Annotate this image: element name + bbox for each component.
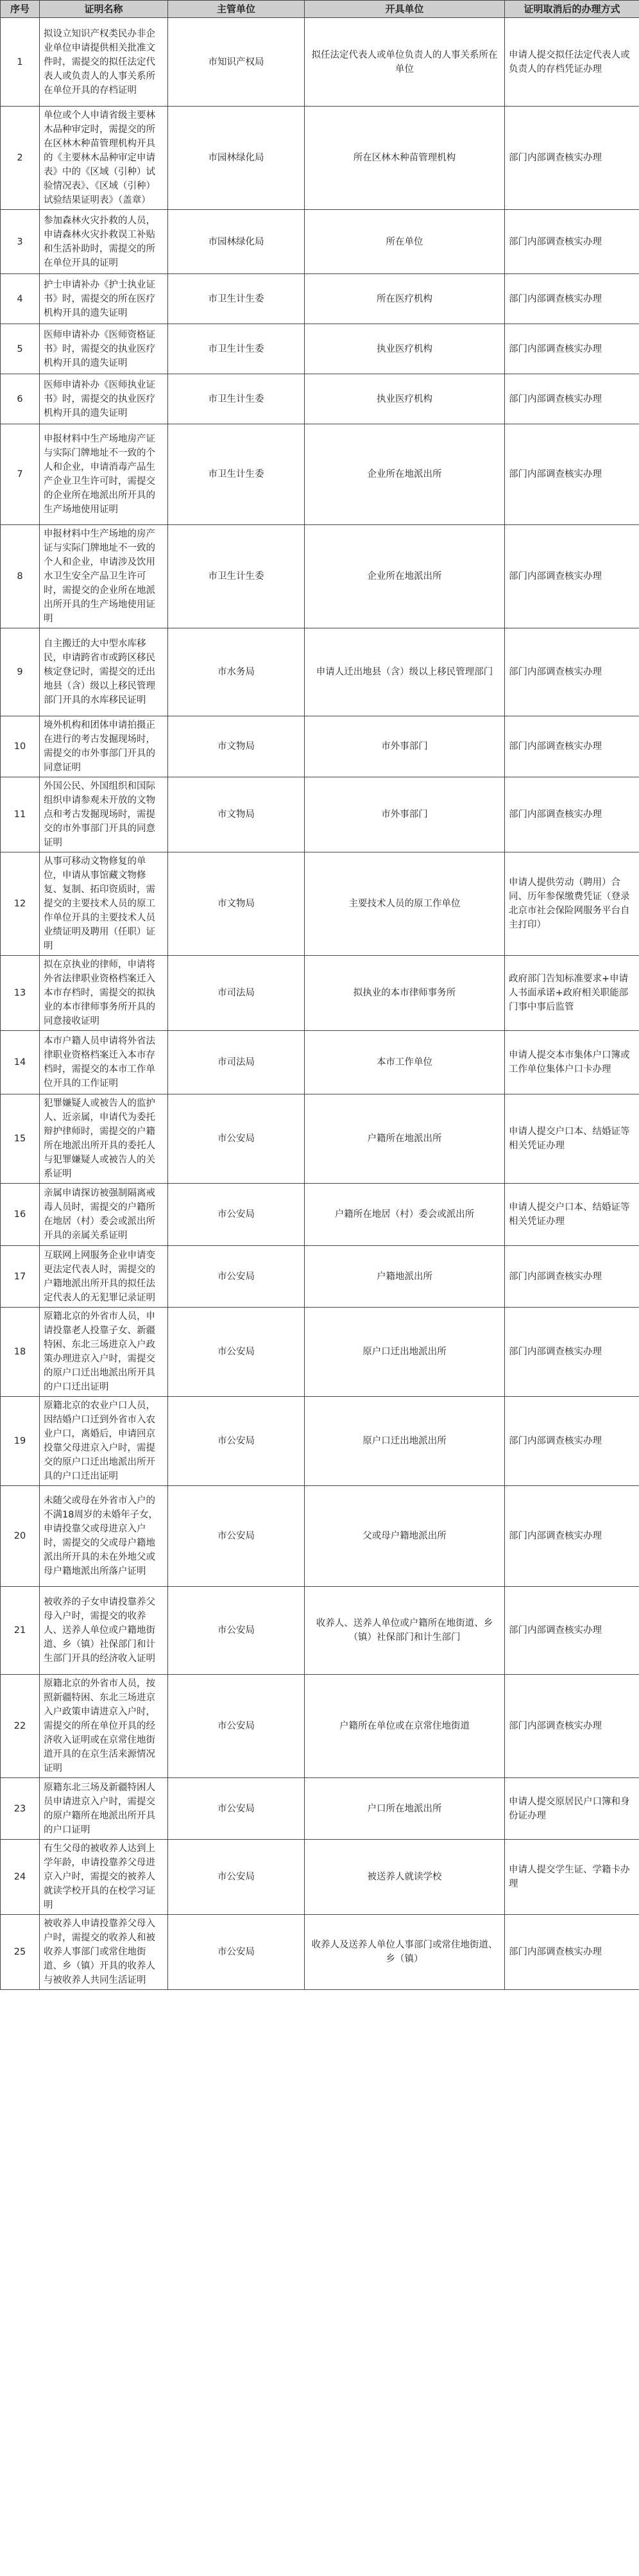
cell-dept: 市公安局 [168,1778,305,1840]
cell-dept: 市公安局 [168,1397,305,1486]
cell-name: 医师申请补办《医师执业证书》时，需提交的执业医疗机构开具的遗失证明 [40,374,168,424]
cell-name: 护士申请补办《护士执业证书》时，需提交的所在医疗机构开具的遗失证明 [40,274,168,324]
cell-name: 单位或个人申请省级主要林木品种审定时，需提交的所在区林木种苗管理机构开具的《主要林木品种审定申请表》中的《区域（引种）试验情况表》、《区域（引种）试验结果证明表》（盖章） [40,107,168,210]
cell-method: 申请人提供劳动（聘用）合同、历年参保缴费凭证（登录北京市社会保险网服务平台自主打印） [505,852,639,956]
cell-name: 原籍东北三场及新疆特困人员申请进京入户时，需提交的原户籍所在地派出所开具的户口证明 [40,1778,168,1840]
header-no: 序号 [1,1,40,18]
cell-unit: 企业所在地派出所 [305,424,505,525]
table-row [1,18,639,107]
cell-method: 申请人提交户口本、结婚证等相关凭证办理 [505,1184,639,1246]
cell-name: 医师申请补办《医师资格证书》时，需提交的执业医疗机构开具的遗失证明 [40,324,168,374]
cell-unit: 原户口迁出地派出所 [305,1308,505,1397]
cell-unit: 企业所在地派出所 [305,525,505,628]
table-row [1,525,639,628]
cell-method: 部门内部调查核实办理 [505,374,639,424]
cell-no: 4 [1,274,40,324]
table-row [1,274,639,324]
cell-unit: 户籍所在地居（村）委会或派出所 [305,1184,505,1246]
cell-no: 24 [1,1840,40,1915]
table-row [1,1778,639,1840]
cell-method: 部门内部调查核实办理 [505,1486,639,1587]
cell-no: 8 [1,525,40,628]
cell-dept: 市知识产权局 [168,18,305,107]
cell-no: 9 [1,628,40,716]
cell-dept: 市文物局 [168,716,305,777]
cell-method: 部门内部调查核实办理 [505,1246,639,1308]
cell-unit: 户籍地派出所 [305,1246,505,1308]
cell-no: 21 [1,1587,40,1675]
cell-dept: 市公安局 [168,1094,305,1184]
cell-method: 部门内部调查核实办理 [505,525,639,628]
cell-unit: 申请人迁出地县（含）级以上移民管理部门 [305,628,505,716]
cell-name: 未随父或母在外省市入户的不满18周岁的未婚年子女，申请投靠父或母进京入户时，需提交的父或母户籍地派出所开具的未在外地父或母户籍地派出所落户证明 [40,1486,168,1587]
cell-no: 23 [1,1778,40,1840]
cell-no: 6 [1,374,40,424]
cell-method: 申请人提交户口本、结婚证等相关凭证办理 [505,1094,639,1184]
cell-dept: 市文物局 [168,777,305,852]
cell-unit: 原户口迁出地派出所 [305,1397,505,1486]
cell-unit: 本市工作单位 [305,1031,505,1094]
cell-unit: 户籍所在单位或在京常住地街道 [305,1675,505,1778]
table-row [1,1308,639,1397]
table-row [1,1915,639,1990]
cell-no: 11 [1,777,40,852]
cell-no: 2 [1,107,40,210]
cell-no: 1 [1,18,40,107]
table-row [1,852,639,956]
cell-dept: 市文物局 [168,852,305,956]
cell-method: 部门内部调查核实办理 [505,777,639,852]
cell-name: 参加森林火灾扑救的人员，申请森林火灾扑救误工补贴和生活补助时，需提交的所在单位开具的证明 [40,210,168,274]
table-row [1,1675,639,1778]
cell-no: 5 [1,324,40,374]
cell-no: 25 [1,1915,40,1990]
cell-name: 被收养人申请投靠养父母入户时，需提交的收养人和被收养人事部门或常住地街道、乡（镇）开具的收养人与被收养人共同生活证明 [40,1915,168,1990]
cell-unit: 所在单位 [305,210,505,274]
table-row [1,1031,639,1094]
cell-name: 本市户籍人员申请将外省法律职业资格档案迁入本市存档时，需提交的本市工作单位开具的工作证明 [40,1031,168,1094]
cell-unit: 拟任法定代表人或单位负责人的人事关系所在单位 [305,18,505,107]
cell-name: 原籍北京的外省市人员，按照新疆特困、东北三场进京入户政策申请进京入户时，需提交的所在单位开具的经济收入证明或在京常住地街道开具的在京生活来源情况证明 [40,1675,168,1778]
table-row [1,1184,639,1246]
cell-name: 境外机构和团体申请拍摄正在进行的考古发掘现场时，需提交的市外事部门开具的同意证明 [40,716,168,777]
cell-unit: 执业医疗机构 [305,324,505,374]
cell-name: 犯罪嫌疑人或被告人的监护人、近亲属，申请代为委托辩护律师时，需提交的户籍所在地派出所开具的委托人与犯罪嫌疑人或被告人的关系证明 [40,1094,168,1184]
table-row [1,1840,639,1915]
cell-method: 部门内部调查核实办理 [505,716,639,777]
cell-no: 7 [1,424,40,525]
cell-method: 部门内部调查核实办理 [505,424,639,525]
header-name: 证明名称 [40,1,168,18]
cell-method: 申请人提交学生证、学籍卡办理 [505,1840,639,1915]
cell-unit: 户口所在地派出所 [305,1778,505,1840]
cell-dept: 市卫生计生委 [168,525,305,628]
cell-no: 15 [1,1094,40,1184]
cell-unit: 执业医疗机构 [305,374,505,424]
cell-name: 申报材料中生产场地房产证与实际门牌地址不一致的个人和企业，申请消毒产品生产企业卫生许可时，需提交的企业所在地派出所开具的生产场地使用证明 [40,424,168,525]
cell-no: 19 [1,1397,40,1486]
cell-dept: 市水务局 [168,628,305,716]
cell-unit: 市外事部门 [305,777,505,852]
cell-no: 3 [1,210,40,274]
cell-method: 申请人提交拟任法定代表人或负责人的存档凭证办理 [505,18,639,107]
cell-no: 13 [1,956,40,1031]
cell-no: 10 [1,716,40,777]
header-unit: 开具单位 [305,1,505,18]
cell-method: 部门内部调查核实办理 [505,1308,639,1397]
cell-method: 部门内部调查核实办理 [505,1587,639,1675]
cell-name: 有生父母的被收养人达到上学年龄，申请投靠养父母进京入户时，需提交的被养人就读学校开具的在校学习证明 [40,1840,168,1915]
cell-method: 申请人提交本市集体户口簿或工作单位集体户口卡办理 [505,1031,639,1094]
cell-method: 部门内部调查核实办理 [505,1915,639,1990]
table-row [1,1246,639,1308]
table-row [1,210,639,274]
cell-method: 部门内部调查核实办理 [505,274,639,324]
cell-dept: 市司法局 [168,1031,305,1094]
table-row [1,107,639,210]
cell-dept: 市园林绿化局 [168,210,305,274]
table-row [1,777,639,852]
cell-dept: 市园林绿化局 [168,107,305,210]
cell-no: 12 [1,852,40,956]
cell-name: 互联网上网服务企业申请变更法定代表人时，需提交的户籍地派出所开具的拟任法定代表人的无犯罪记录证明 [40,1246,168,1308]
cell-dept: 市公安局 [168,1486,305,1587]
cell-dept: 市卫生计生委 [168,374,305,424]
cell-name: 亲属申请探访被强制隔离戒毒人员时，需提交的户籍所在地居（村）委会或派出所开具的亲属关系证明 [40,1184,168,1246]
cell-dept: 市公安局 [168,1246,305,1308]
cell-method: 部门内部调查核实办理 [505,1397,639,1486]
cell-dept: 市司法局 [168,956,305,1031]
cell-name: 外国公民、外国组织和国际组织申请参观未开放的文物点和考古发掘现场时，需提交的市外事部门开具的同意证明 [40,777,168,852]
cell-name: 自主搬迁的大中型水库移民，申请跨省市或跨区移民核定登记时，需提交的迁出地县（含）级以上移民管理部门开具的水库移民证明 [40,628,168,716]
cell-method: 部门内部调查核实办理 [505,107,639,210]
table-row [1,424,639,525]
table-row [1,1486,639,1587]
cell-unit: 被送养人就读学校 [305,1840,505,1915]
header-dept: 主管单位 [168,1,305,18]
table-row [1,374,639,424]
cell-unit: 拟执业的本市律师事务所 [305,956,505,1031]
cell-method: 部门内部调查核实办理 [505,628,639,716]
cell-dept: 市公安局 [168,1184,305,1246]
cell-dept: 市卫生计生委 [168,274,305,324]
cell-method: 部门内部调查核实办理 [505,1675,639,1778]
cell-name: 申报材料中生产场地的房产证与实际门牌地址不一致的个人和企业，申请涉及饮用水卫生安全产品卫生许可时，需提交的企业所在地派出所开具的生产场地使用证明 [40,525,168,628]
cell-name: 被收养的子女申请投靠养父母入户时，需提交的收养人、送养人单位或户籍地街道、乡（镇）社保部门和计生部门开具的经济收入证明 [40,1587,168,1675]
table-row [1,628,639,716]
cell-unit: 所在医疗机构 [305,274,505,324]
cell-dept: 市公安局 [168,1840,305,1915]
cell-no: 17 [1,1246,40,1308]
cell-dept: 市公安局 [168,1915,305,1990]
cell-dept: 市卫生计生委 [168,324,305,374]
cell-name: 原籍北京的外省市人员，申请投靠老人投靠子女、新疆特困、东北三场进京入户政策办理进京入户时，需提交的原户口迁出地派出所开具的户口迁出证明 [40,1308,168,1397]
cell-method: 部门内部调查核实办理 [505,210,639,274]
cell-name: 拟设立知识产权类民办非企业单位申请提供相关批准文件时，需提交的拟任法定代表人或负责人的人事关系所在单位开具的存档证明 [40,18,168,107]
cell-unit: 主要技术人员的原工作单位 [305,852,505,956]
cell-name: 从事可移动文物修复的单位，申请从事馆藏文物修复、复制、拓印资质时，需提交的主要技术人员的原工作单位开具的主要技术人员业绩证明及聘用（任职）证明 [40,852,168,956]
cell-dept: 市卫生计生委 [168,424,305,525]
cell-unit: 收养人及送养人单位人事部门或常住地街道、乡（镇） [305,1915,505,1990]
table-row [1,1397,639,1486]
cell-unit: 收养人、送养人单位或户籍所在地街道、乡（镇）社保部门和计生部门 [305,1587,505,1675]
cell-unit: 父或母户籍地派出所 [305,1486,505,1587]
cell-no: 16 [1,1184,40,1246]
cell-no: 14 [1,1031,40,1094]
cell-dept: 市公安局 [168,1675,305,1778]
cell-method: 申请人提交原居民户口簿和身份证办理 [505,1778,639,1840]
cell-no: 22 [1,1675,40,1778]
table-row [1,1094,639,1184]
cell-no: 20 [1,1486,40,1587]
table-row [1,324,639,374]
header-method: 证明取消后的办理方式 [505,1,639,18]
cell-method: 部门内部调查核实办理 [505,324,639,374]
cell-unit: 户籍所在地派出所 [305,1094,505,1184]
cell-dept: 市公安局 [168,1308,305,1397]
table-row [1,956,639,1031]
header-row [1,1,639,18]
cell-unit: 市外事部门 [305,716,505,777]
cell-dept: 市公安局 [168,1587,305,1675]
cell-no: 18 [1,1308,40,1397]
cell-method: 政府部门告知标准要求+申请人书面承诺+政府相关职能部门事中事后监管 [505,956,639,1031]
cell-unit: 所在区林木种苗管理机构 [305,107,505,210]
cell-name: 原籍北京的农业户口人员，因结婚户口迁到外省市入农业户口，离婚后，申请回京投靠父母进京入户时，需提交的原户口迁出地派出所开具的户口迁出证明 [40,1397,168,1486]
table-row [1,716,639,777]
table-row [1,1587,639,1675]
cell-name: 拟在京执业的律师，申请将外省法律职业资格档案迁入本市存档时，需提交的拟执业的本市律师事务所开具的同意接收证明 [40,956,168,1031]
